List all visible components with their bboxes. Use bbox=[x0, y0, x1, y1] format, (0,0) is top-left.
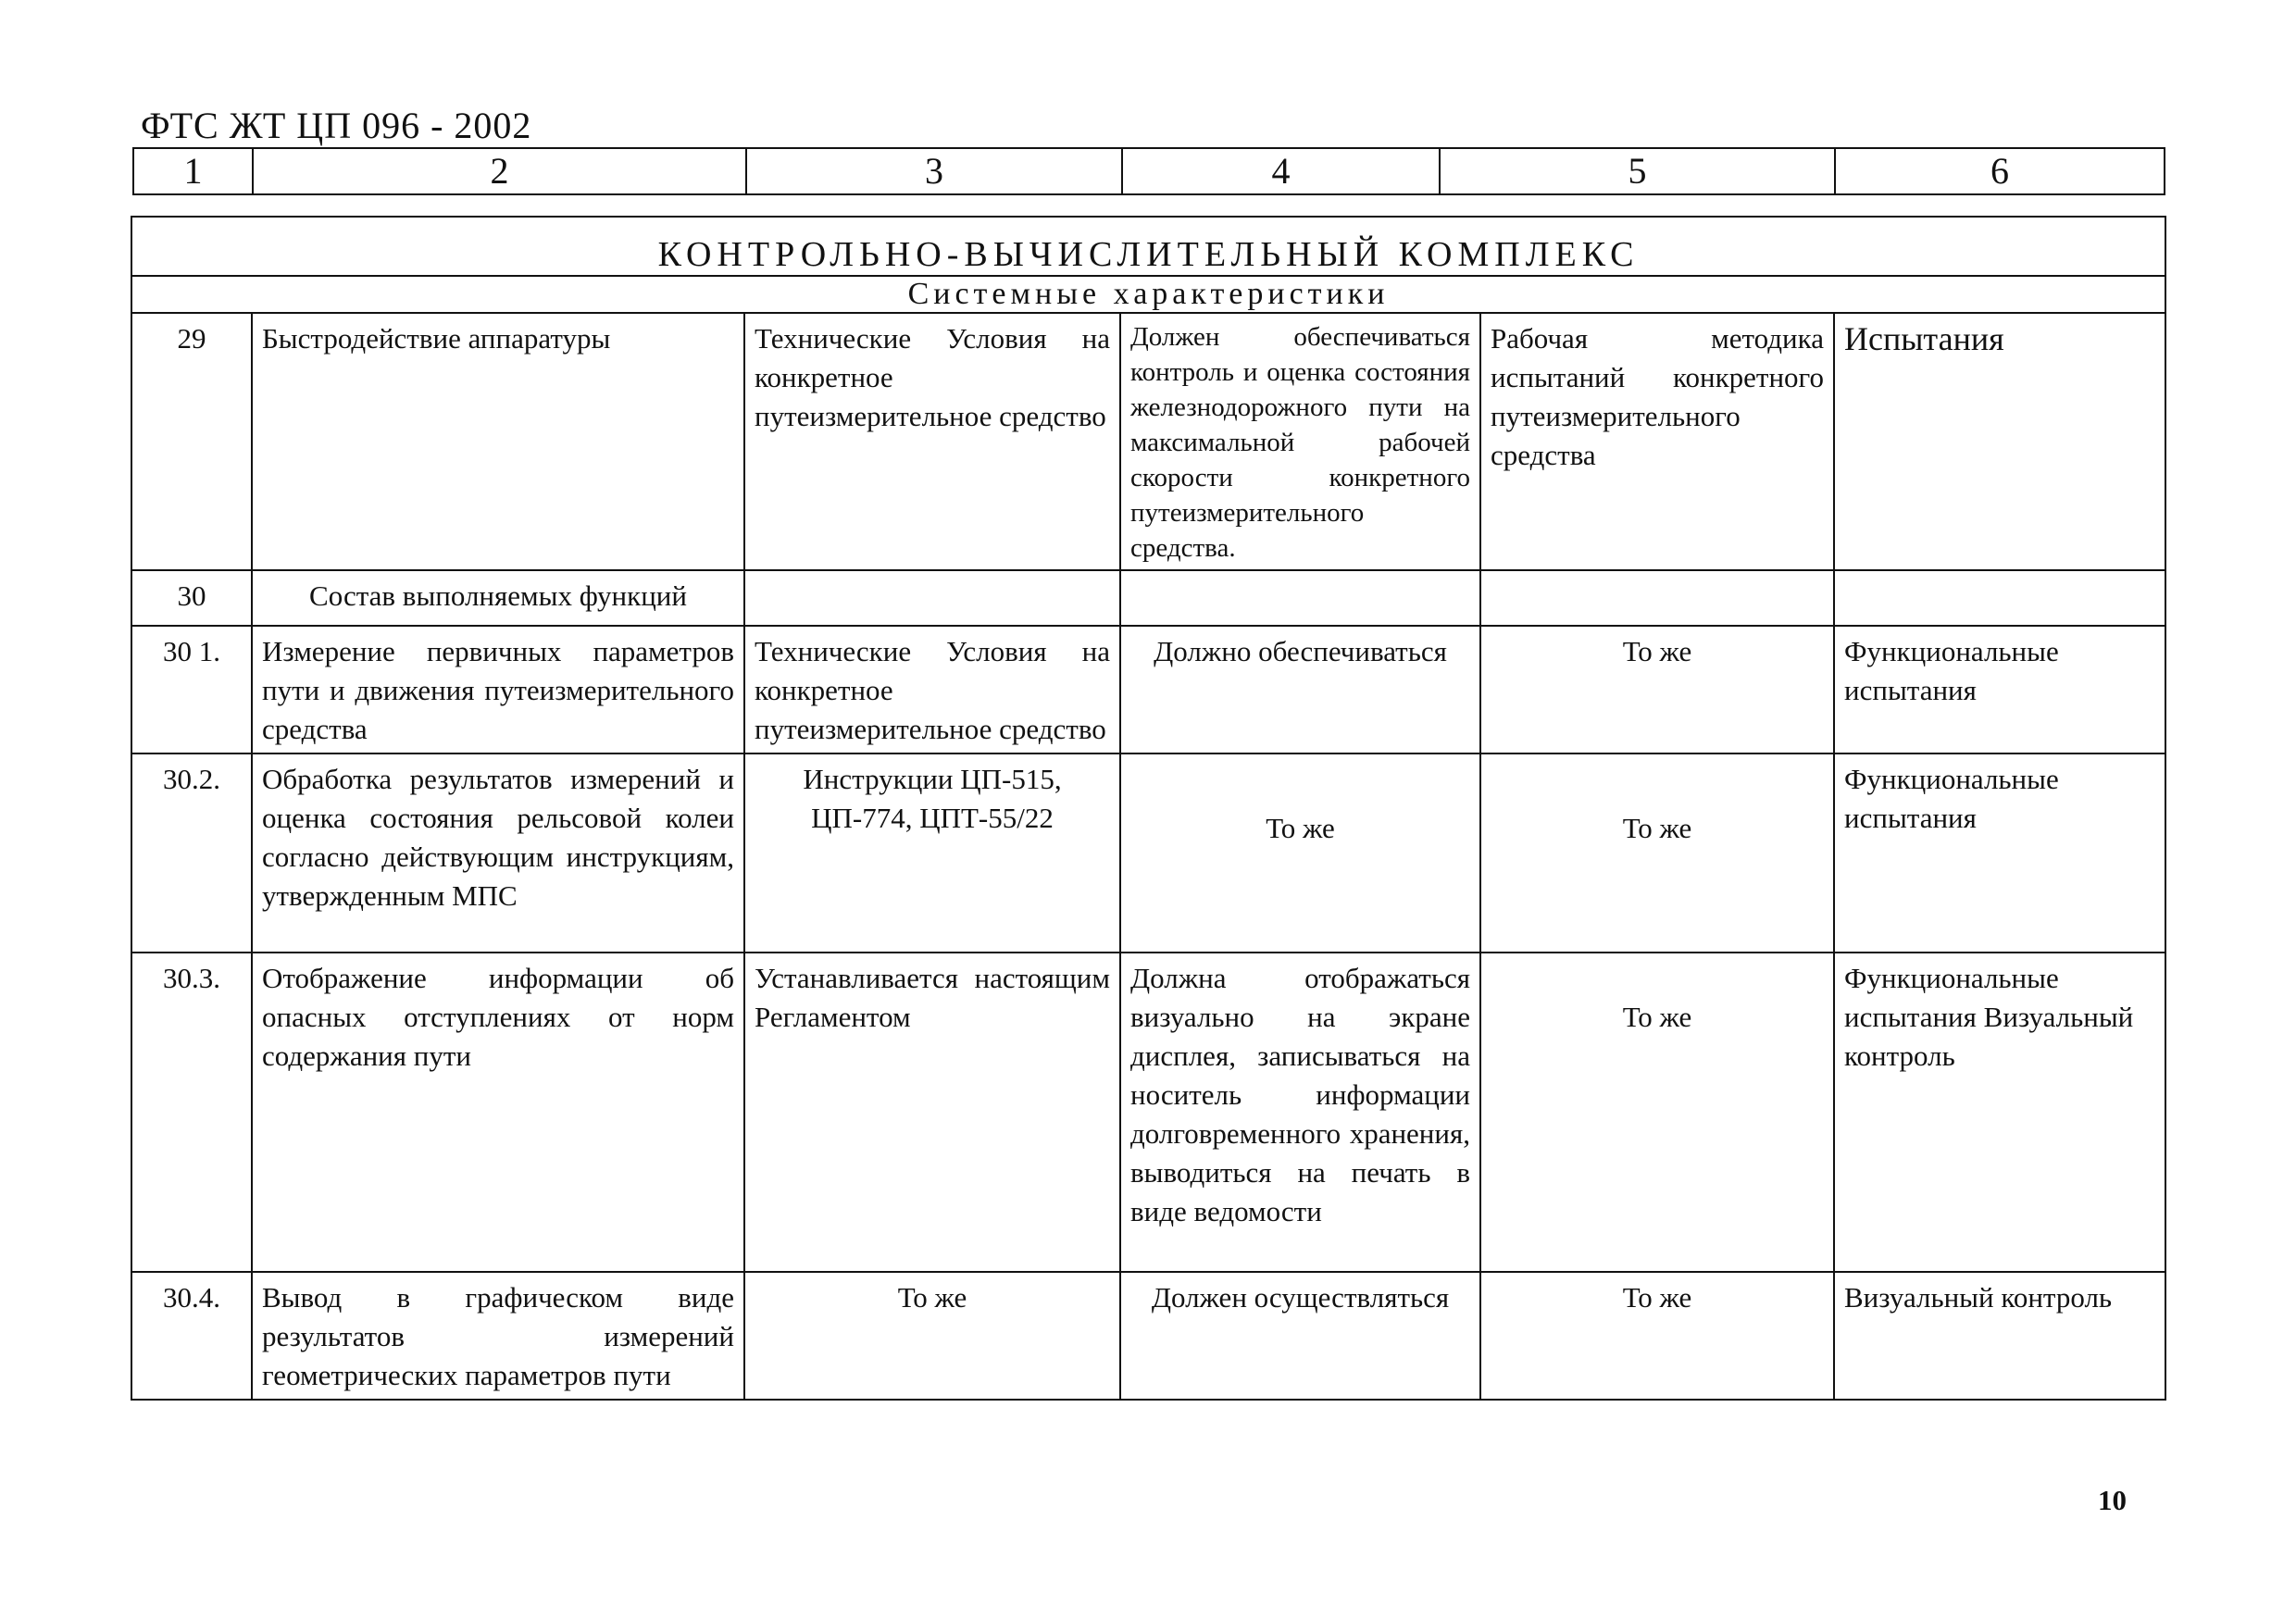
page-number: 10 bbox=[2098, 1484, 2127, 1516]
test-method: То же bbox=[1480, 953, 1834, 1272]
column-number-2: 2 bbox=[253, 148, 746, 194]
section-title: КОНТРОЛЬНО-ВЫЧИСЛИТЕЛЬНЫЙ КОМПЛЕКС bbox=[131, 217, 2165, 276]
test-method: То же bbox=[1480, 626, 1834, 753]
test-method bbox=[1480, 570, 1834, 626]
source-document: Устанавливается настоящим Регламентом bbox=[744, 953, 1120, 1272]
source-document: Технические Условия на конкретное путеизмерительное средство bbox=[744, 626, 1120, 753]
parameter-name: Состав выполняемых функций bbox=[252, 570, 744, 626]
requirement bbox=[1120, 570, 1480, 626]
row-number: 30 1. bbox=[131, 626, 252, 753]
section-subtitle: Системные характеристики bbox=[131, 276, 2165, 313]
requirement: Должно обеспечиваться bbox=[1120, 626, 1480, 753]
verification-type: Функциональные испытания bbox=[1834, 626, 2165, 753]
table-row bbox=[131, 313, 2165, 570]
verification-type bbox=[1834, 570, 2165, 626]
requirement: То же bbox=[1120, 753, 1480, 953]
source-document bbox=[744, 570, 1120, 626]
parameter-name: Отображение информации об опасных отступлениях от норм содержания пути bbox=[252, 953, 744, 1272]
row-number: 29 bbox=[131, 313, 252, 570]
verification-type: Испытания bbox=[1834, 313, 2165, 570]
parameter-name: Вывод в графическом виде результатов измерений геометрических параметров пути bbox=[252, 1272, 744, 1400]
column-number-6: 6 bbox=[1835, 148, 2165, 194]
table-row bbox=[131, 753, 2165, 953]
column-number-4: 4 bbox=[1122, 148, 1440, 194]
column-numbers-table bbox=[132, 147, 2165, 195]
table-row bbox=[131, 1272, 2165, 1400]
document-code: ФТС ЖТ ЦП 096 - 2002 bbox=[141, 105, 532, 146]
column-number-5: 5 bbox=[1440, 148, 1835, 194]
column-number-3: 3 bbox=[746, 148, 1122, 194]
source-document: Технические Условия на конкретное путеизмерительное средство bbox=[744, 313, 1120, 570]
verification-type: Функциональные испытания Визуальный контроль bbox=[1834, 953, 2165, 1272]
column-number-1: 1 bbox=[133, 148, 253, 194]
row-number: 30.2. bbox=[131, 753, 252, 953]
characteristics-table bbox=[131, 216, 2166, 1401]
test-method: То же bbox=[1480, 753, 1834, 953]
requirement: Должен осуществляться bbox=[1120, 1272, 1480, 1400]
table-row bbox=[131, 626, 2165, 753]
source-document: То же bbox=[744, 1272, 1120, 1400]
verification-type: Функциональные испытания bbox=[1834, 753, 2165, 953]
requirement: Должна отображаться визуально на экране дисплея, записываться на носитель информации долговременного хранения, выводиться на печать в виде ведомости bbox=[1120, 953, 1480, 1272]
requirement: Должен обеспечиваться контроль и оценка состояния железнодорожного пути на максимальной рабочей скорости конкретного путеизмерительного средства. bbox=[1120, 313, 1480, 570]
verification-type: Визуальный контроль bbox=[1834, 1272, 2165, 1400]
table-row bbox=[131, 953, 2165, 1272]
parameter-name: Измерение первичных параметров пути и движения путеизмерительного средства bbox=[252, 626, 744, 753]
source-document: Инструкции ЦП-515, ЦП-774, ЦПТ-55/22 bbox=[744, 753, 1120, 953]
test-method: Рабочая методика испытаний конкретного путеизмерительного средства bbox=[1480, 313, 1834, 570]
table-row bbox=[131, 570, 2165, 626]
test-method: То же bbox=[1480, 1272, 1834, 1400]
row-number: 30.3. bbox=[131, 953, 252, 1272]
row-number: 30.4. bbox=[131, 1272, 252, 1400]
parameter-name: Быстродействие аппаратуры bbox=[252, 313, 744, 570]
parameter-name: Обработка результатов измерений и оценка состояния рельсовой колеи согласно действующим инструкциям, утвержденным МПС bbox=[252, 753, 744, 953]
row-number: 30 bbox=[131, 570, 252, 626]
